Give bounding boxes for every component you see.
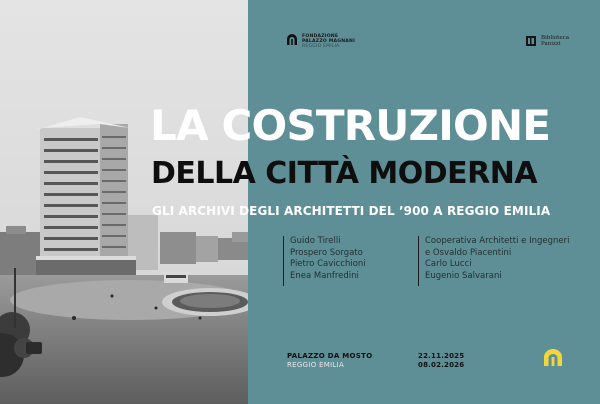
end-date: 08.02.2026 [418, 361, 465, 369]
biblioteca-panizzi-logo [525, 35, 569, 47]
start-date: 22.11.2025 [418, 352, 465, 360]
biblioteca-logo-line2: Panizzi [541, 41, 561, 47]
venue-name: PALAZZO DA MOSTO [287, 352, 373, 360]
main-title-line2: DELLA CITTÀ MODERNA [151, 156, 538, 191]
architect-name: Prospero Sorgato [290, 247, 363, 258]
architect-name: Eugenio Salvarani [425, 270, 502, 281]
m-arch-icon [543, 349, 563, 367]
historic-city-photo [0, 0, 248, 404]
venue-info [287, 352, 372, 370]
architect-name: e Osvaldo Piacentini [425, 247, 512, 258]
architect-name: Pietro Cavicchioni [290, 259, 366, 269]
architects-column-2 [418, 236, 569, 286]
venue-city: REGGIO EMILIA [287, 361, 345, 369]
fondazione-logo-line3: REGGIO EMILIA [302, 44, 340, 49]
biblioteca-logo-line1: Biblioteca [541, 35, 569, 41]
architect-name: Enea Manfredini [290, 270, 359, 281]
m-arch-icon [286, 34, 298, 46]
main-title: LA COSTRUZIONE [150, 101, 551, 150]
architects-column-1 [283, 236, 366, 286]
exhibition-dates [418, 352, 464, 370]
architect-name: Guido Tirelli [290, 236, 341, 246]
architect-name: Carlo Lucci [425, 259, 472, 269]
architect-name: Cooperativa Architetti e Ingegneri [425, 236, 570, 246]
fondazione-logo-line2: PALAZZO MAGNANI [302, 39, 355, 44]
subtitle: GLI ARCHIVI DEGLI ARCHITETTI DEL ’900 A REGGIO EMILIA [152, 204, 551, 218]
fondazione-logo-line1: FONDAZIONE [302, 34, 339, 39]
book-icon [525, 35, 537, 47]
fondazione-palazzo-magnani-logo [286, 34, 355, 49]
